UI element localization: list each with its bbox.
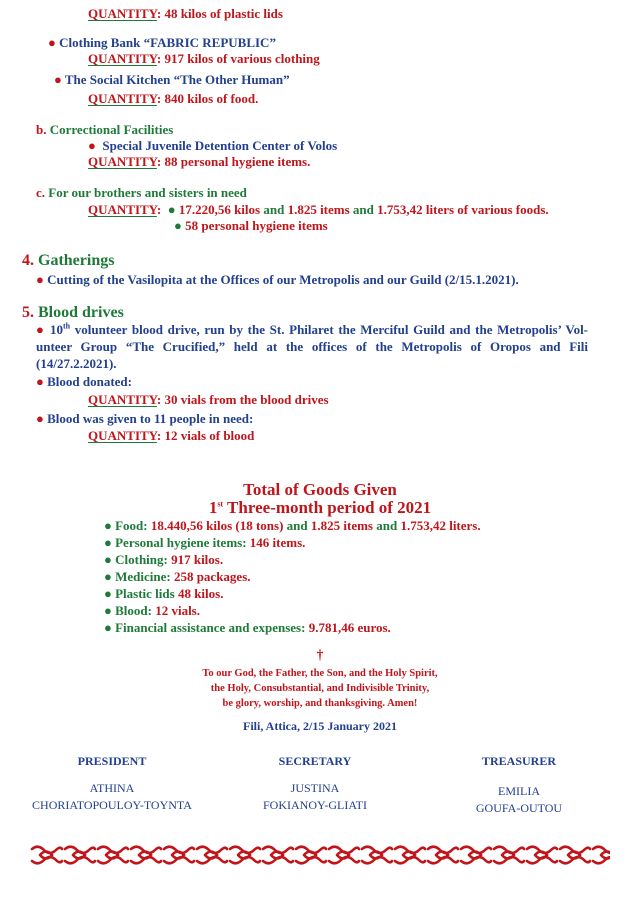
clothing-quantity-line: QUANTITY: 917 kilos of various clothing <box>88 51 320 66</box>
bullet-dot-icon: ● <box>104 535 116 550</box>
totals-item-value: 18.440,56 kilos (18 tons) <box>147 518 284 533</box>
bullet-dot-icon: ● <box>36 272 44 287</box>
blood-donated-label: Blood donated: <box>47 374 132 389</box>
quantity-label: QUANTITY <box>88 154 157 169</box>
blood-given-quantity-line: QUANTITY: 12 vials of blood <box>88 428 255 443</box>
treasurer-name-first: EMILIA <box>498 784 540 798</box>
quantity-label: QUANTITY <box>88 91 157 106</box>
section-5-item-text: volunteer blood drive, run by the St. Philaret the Merciful Guild and the Metropolis’ Vol-unteer Group “The Crucified,” held at the offices of the Metropolis of Oropos and Fili (14/27.2.2021). <box>36 322 589 371</box>
totals-item-value: 1.825 items <box>310 518 373 533</box>
border-motif <box>362 847 392 864</box>
section-b-quantity-line: QUANTITY: 88 personal hygiene items. <box>88 154 311 169</box>
doxology-line-2: the Holy, Consubstantial, and Indivisible Trinity, <box>210 683 430 694</box>
bullet-dot-icon: ● <box>88 138 96 153</box>
totals-item-label: Plastic lids <box>115 586 175 601</box>
blood-given-label: Blood was given to 11 people in need: <box>47 411 254 426</box>
totals-period <box>0 498 640 518</box>
bullet-dot-icon: ● <box>167 202 176 217</box>
totals-item-value: and <box>372 518 401 533</box>
border-motif <box>527 847 557 864</box>
section-5-item-number: 10 <box>49 322 63 337</box>
president-name-last: CHORIATOPOULOY-TOYNTA <box>32 798 192 812</box>
social-kitchen-item <box>54 72 290 88</box>
totals-item <box>104 619 481 636</box>
president-role: PRESIDENT <box>77 754 147 768</box>
secretary-name-first: JUSTINA <box>290 781 340 795</box>
kitchen-quantity-line: QUANTITY: 840 kilos of food. <box>88 91 259 106</box>
section-c-liters: 1.753,42 liters of various foods. <box>377 202 549 217</box>
section-b-heading <box>36 122 173 138</box>
border-motif <box>428 847 458 864</box>
lids-quantity-line: QUANTITY: 48 kilos of plastic lids <box>88 6 283 21</box>
section-4-title: Gatherings <box>38 252 115 269</box>
lids-quantity-value: 48 kilos of plastic lids <box>161 6 283 21</box>
kitchen-quantity-value: 840 kilos of food. <box>161 91 259 106</box>
totals-item-value: 1.753,42 liters. <box>400 518 481 533</box>
totals-item-value: 9.781,46 euros. <box>305 620 391 635</box>
totals-item-value: 146 items. <box>246 535 306 550</box>
totals-period-suffix: st <box>217 499 224 509</box>
president-name-first: ATHINA <box>89 781 135 795</box>
bullet-dot-icon: ● <box>36 411 44 426</box>
section-c-and: and <box>260 202 288 217</box>
totals-item-label: Financial assistance and expenses: <box>115 620 306 635</box>
totals-item <box>104 551 481 568</box>
section-b-item-text: Special Juvenile Detention Center of Volos <box>102 138 338 153</box>
totals-item <box>104 534 481 551</box>
totals-item-value: and <box>283 518 311 533</box>
doxology-line-1: To our God, the Father, the Son, and the Holy Spirit, <box>202 668 438 679</box>
border-motif <box>296 847 326 864</box>
quantity-label: QUANTITY <box>88 51 157 66</box>
bullet-dot-icon: ● <box>104 620 116 635</box>
border-motif <box>164 847 194 864</box>
bullet-dot-icon: ● <box>104 569 116 584</box>
border-motif <box>131 847 161 864</box>
quantity-label: QUANTITY <box>88 6 157 21</box>
bullet-dot-icon: ● <box>104 518 116 533</box>
section-b-item <box>88 138 337 154</box>
border-motif <box>461 847 491 864</box>
totals-list <box>104 517 481 636</box>
blood-donated-quantity-line: QUANTITY: 30 vials from the blood drives <box>88 392 329 407</box>
section-b-quantity-value: 88 personal hygiene items. <box>161 154 311 169</box>
bullet-dot-icon: ● <box>104 603 116 618</box>
quantity-label: QUANTITY <box>88 428 157 443</box>
bullet-dot-icon: ● <box>104 552 116 567</box>
section-c-quantity-line: QUANTITY: ● 17.220,56 kilos and 1.825 items and 1.753,42 liters of various foods. <box>88 202 549 217</box>
section-c-hygiene-line <box>174 218 328 234</box>
totals-item <box>104 517 481 534</box>
clothing-quantity-value: 917 kilos of various clothing <box>161 51 320 66</box>
totals-period-text: Three-month period of 2021 <box>223 498 432 517</box>
border-motif <box>263 847 293 864</box>
bullet-dot-icon: ● <box>36 374 44 389</box>
section-c-hygiene-value: 58 personal hygiene items <box>185 218 328 233</box>
section-b-title: Correctional Facilities <box>49 122 174 137</box>
section-5-heading <box>22 303 124 323</box>
border-motif <box>329 847 359 864</box>
totals-item <box>104 602 481 619</box>
section-5-title: Blood drives <box>38 304 124 321</box>
bullet-dot-icon: ● <box>174 218 182 233</box>
border-motif <box>32 847 62 864</box>
totals-item <box>104 585 481 602</box>
secretary-name-last: FOKIANOY-GLIATI <box>263 798 367 812</box>
border-motif <box>494 847 524 864</box>
section-4-heading <box>22 251 114 271</box>
totals-period-number: 1 <box>208 498 218 517</box>
section-4-item-text: Cutting of the Vasilopita at the Offices of our Metropolis and our Guild (2/15.1.2021). <box>47 272 519 287</box>
border-motif <box>230 847 260 864</box>
section-c-and: and <box>349 202 378 217</box>
section-c-letter: c. <box>36 185 46 200</box>
section-5-item <box>36 321 588 372</box>
ornamental-border-icon <box>30 844 610 866</box>
totals-item-label: Blood: <box>115 603 152 618</box>
quantity-label: QUANTITY <box>88 202 157 217</box>
section-5-number: 5. <box>22 304 34 321</box>
totals-item-label: Personal hygiene items: <box>115 535 247 550</box>
section-c-kilos: 17.220,56 kilos <box>178 202 261 217</box>
border-motif <box>560 847 590 864</box>
totals-item-label: Clothing: <box>115 552 168 567</box>
section-c-title: For our brothers and sisters in need <box>48 185 247 200</box>
social-kitchen-title: The Social Kitchen “The Other Human” <box>64 72 290 87</box>
totals-item-value: 48 kilos. <box>174 586 224 601</box>
clothing-bank-title: Clothing Bank “FABRIC REPUBLIC” <box>59 35 276 50</box>
cross-icon: † <box>316 648 324 663</box>
blood-given-item <box>36 411 253 427</box>
bullet-dot-icon: ● <box>48 35 56 50</box>
totals-item <box>104 568 481 585</box>
totals-item-value: 12 vials. <box>151 603 200 618</box>
treasurer-name-last: GOUFA-OUTOU <box>475 801 563 815</box>
bullet-dot-icon: ● <box>54 72 62 87</box>
blood-donated-item <box>36 374 132 390</box>
border-motif <box>593 847 610 864</box>
border-motif <box>65 847 95 864</box>
treasurer-role: TREASURER <box>481 754 556 768</box>
bullet-dot-icon: ● <box>36 322 46 337</box>
border-motif <box>98 847 128 864</box>
section-4-number: 4. <box>22 252 34 269</box>
border-motif <box>197 847 227 864</box>
bullet-dot-icon: ● <box>104 586 116 601</box>
section-c-heading <box>36 185 247 201</box>
place-date: Fili, Attica, 2/15 January 2021 <box>243 719 397 733</box>
totals-item-label: Food: <box>115 518 148 533</box>
clothing-bank-item <box>48 35 276 51</box>
totals-item-label: Medicine: <box>115 569 171 584</box>
blood-given-quantity-value: 12 vials of blood <box>161 428 255 443</box>
totals-title: Total of Goods Given <box>243 480 397 499</box>
doxology-line-3: be glory, worship, and thanksgiving. Amen! <box>222 698 418 709</box>
section-4-item <box>36 272 519 288</box>
quantity-label: QUANTITY <box>88 392 157 407</box>
totals-item-value: 258 packages. <box>170 569 251 584</box>
totals-item-value: 917 kilos. <box>167 552 224 567</box>
blood-donated-quantity-value: 30 vials from the blood drives <box>161 392 329 407</box>
section-c-items: 1.825 items <box>287 202 350 217</box>
section-b-letter: b. <box>36 122 47 137</box>
secretary-role: SECRETARY <box>278 754 352 768</box>
section-5-item-suffix: th <box>62 321 71 331</box>
border-motif <box>395 847 425 864</box>
